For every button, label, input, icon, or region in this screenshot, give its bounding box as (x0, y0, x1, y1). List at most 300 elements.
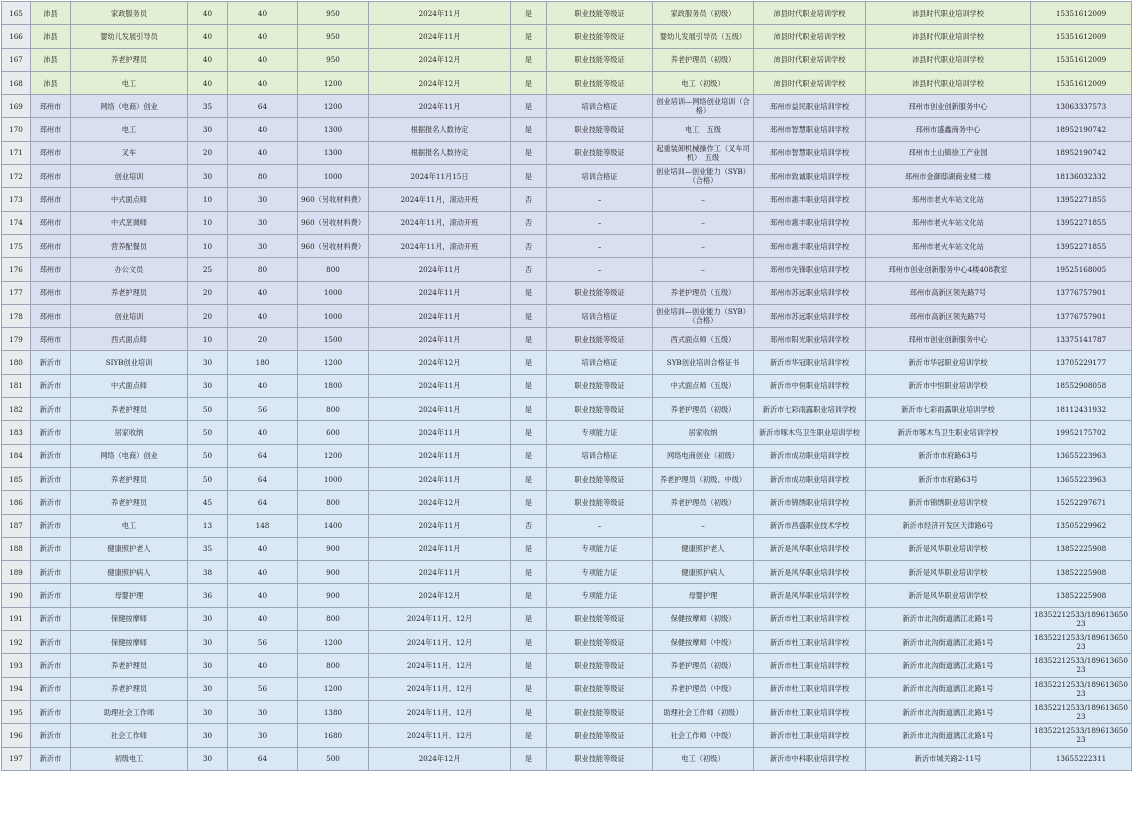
cell-hours[interactable]: 40 (228, 561, 298, 584)
cell-region[interactable]: 邳州市 (31, 304, 71, 327)
cell-hours[interactable]: 40 (228, 141, 298, 164)
cell-course-name[interactable]: 助理社会工作师 (71, 700, 188, 723)
cell-enrollment[interactable]: 35 (188, 95, 228, 118)
cell-region[interactable]: 邳州市 (31, 258, 71, 281)
cell-enrollment[interactable]: 30 (188, 654, 228, 677)
cell-subsidy[interactable]: 是 (511, 677, 547, 700)
cell-schedule[interactable]: 2024年12月 (369, 351, 511, 374)
cell-row-number[interactable]: 170 (2, 118, 31, 141)
cell-school[interactable]: 沛县时代职业培训学校 (754, 71, 866, 94)
cell-subsidy[interactable]: 是 (511, 724, 547, 747)
cell-course-name[interactable]: 保健按摩师 (71, 607, 188, 630)
cell-subsidy[interactable]: 是 (511, 467, 547, 490)
cell-region[interactable]: 新沂市 (31, 351, 71, 374)
cell-region[interactable]: 沛县 (31, 2, 71, 25)
cell-schedule[interactable]: 2024年11月 (369, 374, 511, 397)
cell-school[interactable]: 沛县时代职业培训学校 (754, 48, 866, 71)
cell-schedule[interactable]: 2024年12月 (369, 491, 511, 514)
cell-hours[interactable]: 40 (228, 118, 298, 141)
cell-fee[interactable]: 1800 (298, 374, 369, 397)
cell-certificate-type[interactable]: – (547, 234, 653, 257)
cell-certificate-type[interactable]: 职业技能等级证 (547, 25, 653, 48)
cell-certificate-name[interactable]: 保健按摩师（初级） (653, 607, 754, 630)
cell-certificate-type[interactable]: 职业技能等级证 (547, 631, 653, 654)
cell-certificate-type[interactable]: 职业技能等级证 (547, 700, 653, 723)
cell-school[interactable]: 新沂市中科职业培训学校 (754, 747, 866, 770)
cell-hours[interactable]: 30 (228, 724, 298, 747)
cell-certificate-name[interactable]: 保健按摩师（中级） (653, 631, 754, 654)
cell-enrollment[interactable]: 30 (188, 165, 228, 188)
cell-location[interactable]: 新沂市北沟街道漓江北路1号 (866, 607, 1031, 630)
cell-school[interactable]: 新沂市啄木鸟卫生职业培训学校 (754, 421, 866, 444)
cell-hours[interactable]: 64 (228, 444, 298, 467)
cell-enrollment[interactable]: 20 (188, 141, 228, 164)
cell-certificate-type[interactable]: 专项能力证 (547, 537, 653, 560)
cell-phone[interactable]: 13655223963 (1031, 467, 1132, 490)
cell-region[interactable]: 新沂市 (31, 607, 71, 630)
cell-fee[interactable]: 950 (298, 2, 369, 25)
cell-subsidy[interactable]: 是 (511, 304, 547, 327)
cell-schedule[interactable]: 2024年11月 (369, 2, 511, 25)
cell-row-number[interactable]: 175 (2, 234, 31, 257)
cell-schedule[interactable]: 2024年11月15日 (369, 165, 511, 188)
cell-phone[interactable]: 18352212533/18961365023 (1031, 607, 1132, 630)
cell-phone[interactable]: 18552908058 (1031, 374, 1132, 397)
cell-fee[interactable]: 900 (298, 537, 369, 560)
cell-fee[interactable]: 1200 (298, 631, 369, 654)
cell-certificate-type[interactable]: 职业技能等级证 (547, 71, 653, 94)
cell-fee[interactable]: 1380 (298, 700, 369, 723)
cell-region[interactable]: 邳州市 (31, 281, 71, 304)
cell-enrollment[interactable]: 10 (188, 234, 228, 257)
cell-certificate-name[interactable]: SYB创业培训合格证书 (653, 351, 754, 374)
cell-location[interactable]: 邳州市创业创新服务中心4楼408教室 (866, 258, 1031, 281)
cell-school[interactable]: 新沂市杜工职业培训学校 (754, 724, 866, 747)
cell-fee[interactable]: 1200 (298, 71, 369, 94)
cell-region[interactable]: 新沂市 (31, 514, 71, 537)
cell-certificate-name[interactable]: 家政服务员（初级） (653, 2, 754, 25)
cell-course-name[interactable]: 养老护理员 (71, 491, 188, 514)
cell-course-name[interactable]: 电工 (71, 71, 188, 94)
cell-schedule[interactable]: 2024年11月 (369, 25, 511, 48)
cell-hours[interactable]: 20 (228, 328, 298, 351)
cell-certificate-name[interactable]: 社会工作师（中级） (653, 724, 754, 747)
cell-row-number[interactable]: 180 (2, 351, 31, 374)
cell-certificate-name[interactable]: 创业培训—网络创业培训（合格） (653, 95, 754, 118)
cell-hours[interactable]: 64 (228, 95, 298, 118)
cell-subsidy[interactable]: 否 (511, 258, 547, 281)
cell-certificate-type[interactable]: – (547, 188, 653, 211)
cell-region[interactable]: 新沂市 (31, 444, 71, 467)
cell-location[interactable]: 新沂是风华职业培训学校 (866, 561, 1031, 584)
cell-phone[interactable]: 18352212533/18961365023 (1031, 700, 1132, 723)
cell-fee[interactable]: 900 (298, 561, 369, 584)
cell-hours[interactable]: 148 (228, 514, 298, 537)
cell-certificate-type[interactable]: – (547, 258, 653, 281)
cell-phone[interactable]: 15351612009 (1031, 2, 1132, 25)
cell-hours[interactable]: 64 (228, 491, 298, 514)
cell-region[interactable]: 新沂市 (31, 421, 71, 444)
cell-certificate-name[interactable]: 养老护理员（初级） (653, 491, 754, 514)
cell-hours[interactable]: 56 (228, 398, 298, 421)
cell-phone[interactable]: 18952190742 (1031, 118, 1132, 141)
cell-region[interactable]: 新沂市 (31, 398, 71, 421)
cell-certificate-type[interactable]: 职业技能等级证 (547, 48, 653, 71)
cell-subsidy[interactable]: 是 (511, 95, 547, 118)
cell-location[interactable]: 邳州市创业创新服务中心 (866, 95, 1031, 118)
cell-row-number[interactable]: 190 (2, 584, 31, 607)
cell-row-number[interactable]: 173 (2, 188, 31, 211)
cell-region[interactable]: 新沂市 (31, 677, 71, 700)
cell-region[interactable]: 新沂市 (31, 584, 71, 607)
cell-fee[interactable]: 960（另收材料费） (298, 234, 369, 257)
cell-enrollment[interactable]: 30 (188, 724, 228, 747)
cell-fee[interactable]: 1000 (298, 304, 369, 327)
cell-region[interactable]: 邳州市 (31, 188, 71, 211)
cell-subsidy[interactable]: 是 (511, 48, 547, 71)
cell-row-number[interactable]: 192 (2, 631, 31, 654)
cell-row-number[interactable]: 188 (2, 537, 31, 560)
cell-region[interactable]: 新沂市 (31, 700, 71, 723)
cell-phone[interactable]: 13776757901 (1031, 281, 1132, 304)
cell-row-number[interactable]: 171 (2, 141, 31, 164)
cell-school[interactable]: 新沂市杜工职业培训学校 (754, 654, 866, 677)
cell-enrollment[interactable]: 30 (188, 351, 228, 374)
cell-location[interactable]: 新沂是风华职业培训学校 (866, 584, 1031, 607)
cell-enrollment[interactable]: 30 (188, 747, 228, 770)
cell-school[interactable]: 邳州市惠丰职业培训学校 (754, 188, 866, 211)
cell-subsidy[interactable]: 是 (511, 71, 547, 94)
cell-fee[interactable]: 800 (298, 398, 369, 421)
cell-course-name[interactable]: 养老护理员 (71, 654, 188, 677)
cell-location[interactable]: 邳州市创业创新服务中心 (866, 328, 1031, 351)
cell-subsidy[interactable]: 否 (511, 211, 547, 234)
cell-subsidy[interactable]: 是 (511, 374, 547, 397)
cell-hours[interactable]: 30 (228, 234, 298, 257)
cell-location[interactable]: 新沂市啄木鸟卫生职业培训学校 (866, 421, 1031, 444)
cell-schedule[interactable]: 2024年11月 (369, 304, 511, 327)
cell-certificate-name[interactable]: – (653, 234, 754, 257)
cell-row-number[interactable]: 194 (2, 677, 31, 700)
cell-schedule[interactable]: 2024年11月 (369, 281, 511, 304)
cell-schedule[interactable]: 根据报名人数待定 (369, 141, 511, 164)
cell-certificate-name[interactable]: – (653, 188, 754, 211)
cell-row-number[interactable]: 183 (2, 421, 31, 444)
cell-course-name[interactable]: 创业培训 (71, 304, 188, 327)
cell-enrollment[interactable]: 50 (188, 444, 228, 467)
cell-row-number[interactable]: 165 (2, 2, 31, 25)
cell-school[interactable]: 邳州市先锋职业培训学校 (754, 258, 866, 281)
cell-phone[interactable]: 18136032332 (1031, 165, 1132, 188)
cell-location[interactable]: 新沂市七彩雨露职业培训学校 (866, 398, 1031, 421)
cell-subsidy[interactable]: 否 (511, 514, 547, 537)
cell-region[interactable]: 邳州市 (31, 234, 71, 257)
cell-certificate-name[interactable]: 电工（初级） (653, 71, 754, 94)
cell-region[interactable]: 邳州市 (31, 118, 71, 141)
cell-enrollment[interactable]: 40 (188, 48, 228, 71)
cell-school[interactable]: 新沂是风华职业培训学校 (754, 584, 866, 607)
cell-course-name[interactable]: 网络（电商）创业 (71, 95, 188, 118)
cell-row-number[interactable]: 169 (2, 95, 31, 118)
cell-phone[interactable]: 13776757901 (1031, 304, 1132, 327)
cell-location[interactable]: 新沂是风华职业培训学校 (866, 537, 1031, 560)
cell-certificate-type[interactable]: 培训合格证 (547, 304, 653, 327)
cell-enrollment[interactable]: 30 (188, 631, 228, 654)
cell-phone[interactable]: 13952271855 (1031, 234, 1132, 257)
cell-certificate-type[interactable]: 职业技能等级证 (547, 2, 653, 25)
cell-phone[interactable]: 13852225908 (1031, 561, 1132, 584)
cell-fee[interactable]: 1300 (298, 141, 369, 164)
cell-enrollment[interactable]: 50 (188, 398, 228, 421)
cell-fee[interactable]: 1300 (298, 118, 369, 141)
cell-school[interactable]: 新沂市杜工职业培训学校 (754, 631, 866, 654)
cell-certificate-name[interactable]: 创业培训—创业能力（SYB）（合格） (653, 304, 754, 327)
cell-course-name[interactable]: 电工 (71, 514, 188, 537)
cell-school[interactable]: 邳州市智慧职业培训学校 (754, 118, 866, 141)
cell-subsidy[interactable]: 是 (511, 281, 547, 304)
cell-course-name[interactable]: 婴幼儿发展引导员 (71, 25, 188, 48)
cell-phone[interactable]: 18352212533/18961365023 (1031, 677, 1132, 700)
cell-course-name[interactable]: 养老护理员 (71, 281, 188, 304)
cell-school[interactable]: 邳州市智慧职业培训学校 (754, 141, 866, 164)
cell-school[interactable]: 新沂市成功职业培训学校 (754, 444, 866, 467)
cell-certificate-name[interactable]: 网络电商创业（初级） (653, 444, 754, 467)
cell-school[interactable]: 新沂市锦绣职业培训学校 (754, 491, 866, 514)
cell-row-number[interactable]: 176 (2, 258, 31, 281)
cell-location[interactable]: 新沂市锦绣职业培训学校 (866, 491, 1031, 514)
cell-enrollment[interactable]: 35 (188, 537, 228, 560)
cell-subsidy[interactable]: 是 (511, 747, 547, 770)
cell-course-name[interactable]: 健康照护老人 (71, 537, 188, 560)
cell-enrollment[interactable]: 40 (188, 25, 228, 48)
cell-certificate-name[interactable]: 中式面点师（五级） (653, 374, 754, 397)
cell-hours[interactable]: 80 (228, 258, 298, 281)
cell-subsidy[interactable]: 是 (511, 165, 547, 188)
cell-certificate-type[interactable]: 培训合格证 (547, 165, 653, 188)
cell-location[interactable]: 新沂市中恒职业培训学校 (866, 374, 1031, 397)
cell-row-number[interactable]: 193 (2, 654, 31, 677)
cell-certificate-type[interactable]: 职业技能等级证 (547, 654, 653, 677)
cell-course-name[interactable]: 养老护理员 (71, 677, 188, 700)
cell-course-name[interactable]: 电工 (71, 118, 188, 141)
cell-certificate-type[interactable]: 职业技能等级证 (547, 118, 653, 141)
cell-certificate-name[interactable]: – (653, 514, 754, 537)
cell-certificate-type[interactable]: 专项能力证 (547, 584, 653, 607)
cell-region[interactable]: 新沂市 (31, 561, 71, 584)
cell-fee[interactable]: 950 (298, 25, 369, 48)
cell-location[interactable]: 新沂市市府路63号 (866, 467, 1031, 490)
cell-location[interactable]: 新沂市华冠职业培训学校 (866, 351, 1031, 374)
cell-certificate-name[interactable]: 健康照护老人 (653, 537, 754, 560)
cell-row-number[interactable]: 185 (2, 467, 31, 490)
cell-certificate-type[interactable]: 职业技能等级证 (547, 467, 653, 490)
cell-schedule[interactable]: 2024年11月、12月 (369, 607, 511, 630)
cell-certificate-type[interactable]: 职业技能等级证 (547, 491, 653, 514)
cell-school[interactable]: 新沂市中恒职业培训学校 (754, 374, 866, 397)
cell-subsidy[interactable]: 是 (511, 421, 547, 444)
cell-schedule[interactable]: 2024年11月、12月 (369, 677, 511, 700)
cell-row-number[interactable]: 184 (2, 444, 31, 467)
cell-location[interactable]: 邳州市老火车站文化站 (866, 211, 1031, 234)
cell-enrollment[interactable]: 20 (188, 281, 228, 304)
cell-certificate-name[interactable]: 助理社会工作师（初级） (653, 700, 754, 723)
cell-hours[interactable]: 56 (228, 631, 298, 654)
cell-subsidy[interactable]: 是 (511, 631, 547, 654)
cell-hours[interactable]: 40 (228, 2, 298, 25)
cell-subsidy[interactable]: 是 (511, 561, 547, 584)
cell-phone[interactable]: 15252297671 (1031, 491, 1132, 514)
cell-fee[interactable]: 800 (298, 258, 369, 281)
cell-schedule[interactable]: 2024年12月 (369, 48, 511, 71)
cell-schedule[interactable]: 2024年11月、12月 (369, 631, 511, 654)
cell-row-number[interactable]: 182 (2, 398, 31, 421)
cell-course-name[interactable]: 初级电工 (71, 747, 188, 770)
cell-certificate-name[interactable]: 养老护理员（五级） (653, 281, 754, 304)
cell-fee[interactable]: 1000 (298, 165, 369, 188)
cell-school[interactable]: 新沂市杜工职业培训学校 (754, 700, 866, 723)
cell-school[interactable]: 邳州市致诚职业培训学校 (754, 165, 866, 188)
cell-location[interactable]: 沛县时代职业培训学校 (866, 71, 1031, 94)
cell-certificate-name[interactable]: 婴幼儿发展引导员（五级） (653, 25, 754, 48)
cell-school[interactable]: 邳州市惠丰职业培训学校 (754, 234, 866, 257)
cell-subsidy[interactable]: 是 (511, 141, 547, 164)
cell-schedule[interactable]: 2024年11月 (369, 398, 511, 421)
cell-course-name[interactable]: 中式面点师 (71, 374, 188, 397)
cell-row-number[interactable]: 189 (2, 561, 31, 584)
cell-schedule[interactable]: 2024年11月 (369, 95, 511, 118)
cell-course-name[interactable]: 养老护理员 (71, 467, 188, 490)
cell-phone[interactable]: 13952271855 (1031, 211, 1132, 234)
cell-school[interactable]: 新沂市成功职业培训学校 (754, 467, 866, 490)
cell-location[interactable]: 新沂市北沟街道漓江北路1号 (866, 677, 1031, 700)
cell-fee[interactable]: 800 (298, 491, 369, 514)
cell-phone[interactable]: 15351612009 (1031, 71, 1132, 94)
cell-schedule[interactable]: 2024年11月、12月 (369, 700, 511, 723)
cell-subsidy[interactable]: 是 (511, 537, 547, 560)
cell-phone[interactable]: 18352212533/18961365023 (1031, 654, 1132, 677)
cell-certificate-name[interactable]: 居家收纳 (653, 421, 754, 444)
cell-certificate-name[interactable]: 电工 五级 (653, 118, 754, 141)
cell-hours[interactable]: 64 (228, 467, 298, 490)
cell-course-name[interactable]: 叉车 (71, 141, 188, 164)
cell-hours[interactable]: 40 (228, 374, 298, 397)
cell-region[interactable]: 新沂市 (31, 467, 71, 490)
cell-location[interactable]: 沛县时代职业培训学校 (866, 25, 1031, 48)
cell-course-name[interactable]: 西式面点师 (71, 328, 188, 351)
cell-certificate-name[interactable]: 养老护理员（初级） (653, 654, 754, 677)
cell-hours[interactable]: 30 (228, 211, 298, 234)
cell-location[interactable]: 新沂市北沟街道漓江北路1号 (866, 654, 1031, 677)
cell-region[interactable]: 新沂市 (31, 654, 71, 677)
cell-enrollment[interactable]: 40 (188, 2, 228, 25)
cell-location[interactable]: 新沂市经济开发区天津路6号 (866, 514, 1031, 537)
cell-location[interactable]: 邳州市高新区领先路7号 (866, 281, 1031, 304)
cell-course-name[interactable]: 母婴护理 (71, 584, 188, 607)
cell-phone[interactable]: 13655222311 (1031, 747, 1132, 770)
cell-fee[interactable]: 800 (298, 607, 369, 630)
cell-subsidy[interactable]: 是 (511, 584, 547, 607)
cell-enrollment[interactable]: 30 (188, 118, 228, 141)
cell-certificate-name[interactable]: 电工（初级） (653, 747, 754, 770)
cell-course-name[interactable]: 办公文员 (71, 258, 188, 281)
cell-phone[interactable]: 18352212533/18961365023 (1031, 724, 1132, 747)
cell-enrollment[interactable]: 45 (188, 491, 228, 514)
cell-phone[interactable]: 13705229177 (1031, 351, 1132, 374)
cell-schedule[interactable]: 2024年11月，滚动开班 (369, 234, 511, 257)
cell-schedule[interactable]: 2024年11月 (369, 444, 511, 467)
cell-certificate-name[interactable]: – (653, 211, 754, 234)
cell-certificate-type[interactable]: – (547, 211, 653, 234)
cell-certificate-type[interactable]: 职业技能等级证 (547, 141, 653, 164)
cell-certificate-type[interactable]: 专项能力证 (547, 561, 653, 584)
cell-subsidy[interactable]: 是 (511, 398, 547, 421)
cell-location[interactable]: 新沂市市府路63号 (866, 444, 1031, 467)
cell-schedule[interactable]: 2024年11月 (369, 328, 511, 351)
cell-schedule[interactable]: 2024年11月 (369, 514, 511, 537)
cell-fee[interactable]: 1200 (298, 351, 369, 374)
cell-row-number[interactable]: 166 (2, 25, 31, 48)
cell-certificate-type[interactable]: 职业技能等级证 (547, 398, 653, 421)
cell-hours[interactable]: 40 (228, 421, 298, 444)
cell-location[interactable]: 邳州市高新区领先路7号 (866, 304, 1031, 327)
cell-subsidy[interactable]: 是 (511, 444, 547, 467)
cell-certificate-type[interactable]: 职业技能等级证 (547, 607, 653, 630)
cell-schedule[interactable]: 2024年11月，滚动开班 (369, 211, 511, 234)
cell-hours[interactable]: 40 (228, 25, 298, 48)
cell-schedule[interactable]: 根据报名人数待定 (369, 118, 511, 141)
cell-enrollment[interactable]: 36 (188, 584, 228, 607)
cell-school[interactable]: 邳州市苏远职业培训学校 (754, 281, 866, 304)
cell-school[interactable]: 新沂市昌盛职业技术学校 (754, 514, 866, 537)
cell-course-name[interactable]: 居家收纳 (71, 421, 188, 444)
cell-enrollment[interactable]: 20 (188, 304, 228, 327)
cell-subsidy[interactable]: 是 (511, 328, 547, 351)
cell-phone[interactable]: 13375141787 (1031, 328, 1132, 351)
cell-location[interactable]: 新沂市城关路2-11号 (866, 747, 1031, 770)
cell-subsidy[interactable]: 是 (511, 118, 547, 141)
cell-region[interactable]: 邳州市 (31, 328, 71, 351)
cell-course-name[interactable]: 养老护理员 (71, 48, 188, 71)
cell-fee[interactable]: 1680 (298, 724, 369, 747)
cell-subsidy[interactable]: 是 (511, 700, 547, 723)
cell-enrollment[interactable]: 30 (188, 374, 228, 397)
cell-enrollment[interactable]: 40 (188, 71, 228, 94)
cell-course-name[interactable]: 营养配餐员 (71, 234, 188, 257)
cell-certificate-type[interactable]: 职业技能等级证 (547, 281, 653, 304)
cell-certificate-type[interactable]: 职业技能等级证 (547, 374, 653, 397)
cell-location[interactable]: 邳州市老火车站文化站 (866, 234, 1031, 257)
cell-enrollment[interactable]: 30 (188, 700, 228, 723)
cell-row-number[interactable]: 177 (2, 281, 31, 304)
cell-enrollment[interactable]: 30 (188, 607, 228, 630)
cell-certificate-name[interactable]: 养老护理员（初级） (653, 398, 754, 421)
cell-certificate-name[interactable]: 创业培训—创业能力（SYB）（合格） (653, 165, 754, 188)
cell-schedule[interactable]: 2024年11月 (369, 537, 511, 560)
cell-phone[interactable]: 19952175702 (1031, 421, 1132, 444)
cell-fee[interactable]: 500 (298, 747, 369, 770)
cell-subsidy[interactable]: 是 (511, 351, 547, 374)
cell-certificate-name[interactable]: 起重装卸机械操作工（叉车司机） 五级 (653, 141, 754, 164)
cell-school[interactable]: 邳州市惠丰职业培训学校 (754, 211, 866, 234)
cell-location[interactable]: 沛县时代职业培训学校 (866, 2, 1031, 25)
cell-school[interactable]: 邳州市益民职业培训学校 (754, 95, 866, 118)
cell-region[interactable]: 新沂市 (31, 537, 71, 560)
cell-subsidy[interactable]: 否 (511, 188, 547, 211)
cell-school[interactable]: 新沂是风华职业培训学校 (754, 561, 866, 584)
cell-phone[interactable]: 13063337573 (1031, 95, 1132, 118)
cell-school[interactable]: 邳州市阳光职业培训学校 (754, 328, 866, 351)
cell-certificate-name[interactable]: 健康照护病人 (653, 561, 754, 584)
